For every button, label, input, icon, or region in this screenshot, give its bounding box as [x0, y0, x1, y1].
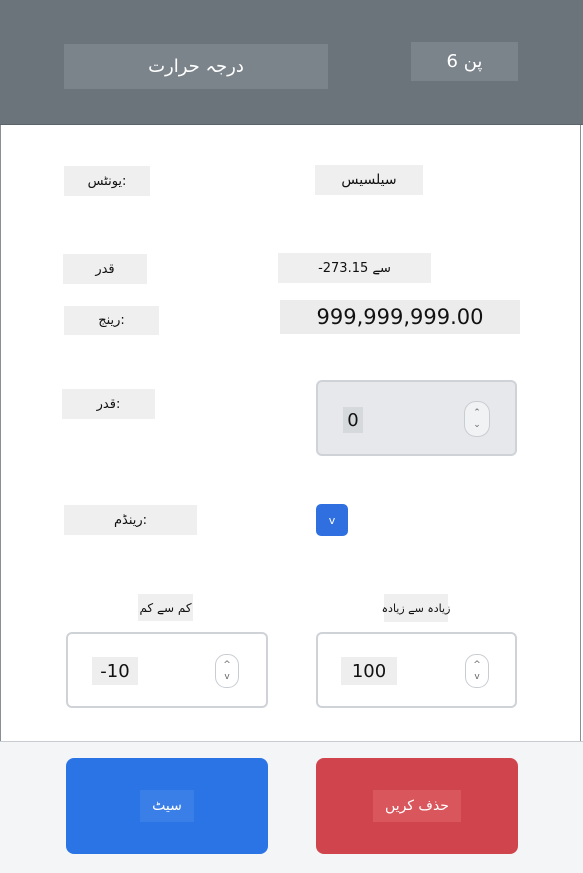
min-spinner[interactable] [215, 654, 239, 688]
delete-button[interactable] [316, 758, 518, 854]
min-label: کم سے کم [138, 594, 193, 621]
random-label: رینڈم: [64, 505, 197, 535]
units-label: یونٹس: [64, 166, 150, 196]
range-label: رینج: [64, 306, 159, 335]
set-button[interactable] [66, 758, 268, 854]
max-label: زیادہ سے زیادہ [384, 594, 448, 622]
min-input[interactable] [66, 632, 268, 708]
spin-down-icon[interactable]: v [474, 672, 480, 682]
max-spinner[interactable] [465, 654, 489, 688]
value-label: قدر: [62, 389, 155, 419]
max-input[interactable] [316, 632, 517, 708]
dialog-header [0, 0, 583, 125]
value-heading: قدر [63, 254, 147, 284]
value-input-text: 0 [343, 407, 363, 433]
min-input-text: -10 [92, 657, 138, 685]
random-toggle[interactable] [316, 504, 348, 536]
spin-up-icon[interactable]: ^ [473, 660, 481, 670]
set-button-label: سیٹ [140, 790, 194, 822]
spin-down-icon[interactable]: ⌄ [473, 420, 481, 430]
units-value: سیلسیس [315, 165, 423, 195]
spin-down-icon[interactable]: v [224, 672, 230, 682]
pin-label: پن 6 [411, 42, 518, 81]
value-input[interactable] [316, 380, 517, 456]
chevron-down-icon: v [328, 513, 336, 527]
range-max-text: 999,999,999.00 [280, 300, 520, 334]
range-min-text: -273.15 سے [278, 253, 431, 283]
spin-up-icon[interactable]: ^ [223, 660, 231, 670]
max-input-text: 100 [341, 657, 397, 685]
dialog-title: درجہ حرارت [64, 44, 328, 89]
spin-up-icon[interactable]: ⌃ [473, 408, 481, 418]
value-spinner[interactable] [464, 401, 490, 437]
delete-button-label: حذف کریں [373, 790, 461, 822]
